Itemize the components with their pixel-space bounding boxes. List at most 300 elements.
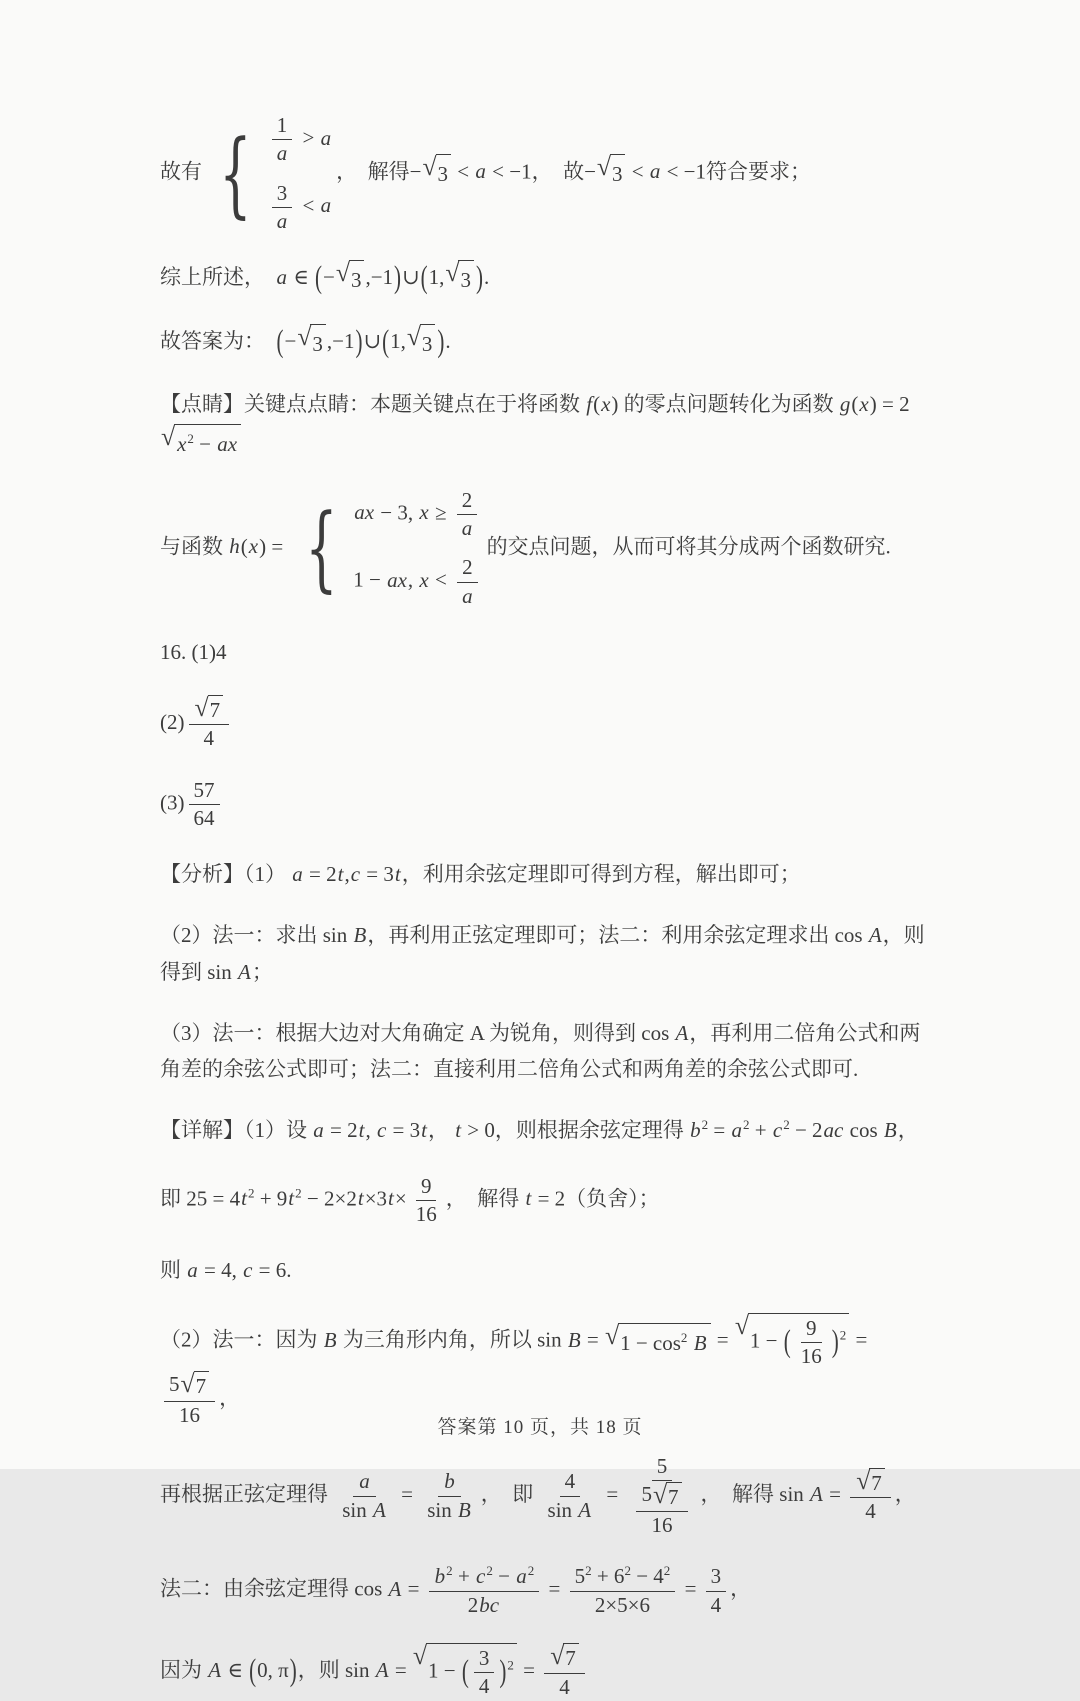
final-answer-line (160, 323, 930, 363)
math-text: ，利用余弦定理即可得到方程，解出即可； (401, 862, 801, 887)
radicand (349, 260, 365, 299)
math-var: A (868, 923, 882, 948)
math-fraction (456, 554, 479, 610)
math-var: A (375, 1657, 389, 1682)
fraction-numerator (652, 1453, 673, 1481)
math-text: 2 (507, 1657, 514, 1673)
fraction-denominator (463, 1592, 505, 1619)
fraction-numerator (189, 695, 230, 726)
key-point-note-line (160, 386, 930, 462)
math-text: 16 (179, 1402, 201, 1427)
math-superscript (664, 1563, 671, 1578)
math-text: = (708, 1118, 731, 1143)
math-text: 5 (656, 1453, 668, 1478)
math-fraction (636, 1481, 687, 1539)
math-text: = 2 (324, 1118, 358, 1143)
radical-sign: √ (734, 1311, 749, 1341)
math-text: 4 (478, 1674, 490, 1699)
math-fraction (411, 1173, 442, 1229)
math-text (687, 1331, 692, 1355)
math-text: 16 (651, 1512, 673, 1537)
math-var: t (337, 862, 344, 887)
math-text: 2 (680, 1329, 688, 1345)
math-text: 法二：由余弦定理得 cos (160, 1576, 388, 1601)
math-text: 3 (421, 331, 433, 356)
math-text: 57 (193, 777, 215, 802)
math-text: = 2 (303, 862, 337, 887)
math-var: A (208, 1657, 222, 1682)
math-text: （2）法一：因为 (160, 1327, 323, 1352)
math-var: B (883, 1118, 897, 1143)
math-text: 1, (390, 328, 406, 353)
math-text: 5 (641, 1482, 652, 1507)
math-sqrt (735, 1313, 849, 1371)
math-text: − (584, 159, 596, 184)
math-var: b (444, 1469, 455, 1494)
q16-answer-part3-line (160, 777, 930, 833)
analysis-part1-line (160, 856, 930, 893)
math-var: t (525, 1186, 532, 1211)
radical-sign: √ (161, 421, 176, 451)
fraction-denominator (706, 1592, 727, 1619)
math-big-paren: ) (831, 1322, 839, 1359)
math-text: 1 − (749, 1328, 783, 1353)
radical-sign: √ (180, 1369, 195, 1399)
fraction-denominator (456, 515, 479, 542)
math-var: c (243, 1258, 253, 1283)
radical-sign: √ (652, 1479, 668, 1509)
math-text: 2 (701, 1117, 709, 1133)
radicand (194, 1371, 210, 1400)
math-text: 4 (710, 1592, 722, 1617)
math-text: 2 (783, 1117, 790, 1133)
math-var: ax (387, 567, 407, 592)
part2-method2-sinA-line (160, 1643, 930, 1701)
hx-piecewise-definition-line (160, 487, 930, 610)
fraction-numerator (457, 554, 478, 582)
math-var: A (388, 1576, 402, 1601)
math-sqrt (413, 1643, 517, 1701)
radical-sign: √ (605, 1320, 620, 1350)
math-text: = (517, 1657, 541, 1682)
page-footer (0, 1412, 1080, 1439)
cases-row (267, 180, 332, 236)
math-var: x (419, 567, 429, 592)
math-text: 2 (624, 1563, 631, 1579)
fraction-denominator (647, 1512, 678, 1539)
math-text: 2 (461, 487, 473, 512)
math-text: 3 (611, 162, 623, 187)
math-var: ax (217, 431, 238, 456)
math-text: 16 (800, 1344, 822, 1369)
math-text: 2 (467, 1592, 479, 1617)
math-text: − (409, 159, 422, 184)
radicand (458, 260, 474, 299)
math-fraction (850, 1467, 891, 1525)
math-lines (160, 112, 930, 1701)
math-big-paren: ( (276, 322, 284, 359)
math-text: （3）法一：根据大边对大角确定 A 为锐角，则得到 cos (160, 1020, 675, 1045)
math-text: 3 (276, 180, 288, 205)
math-var: a (461, 515, 473, 540)
math-text: 再根据正弦定理得 (160, 1481, 334, 1506)
math-var: a (276, 208, 288, 233)
radicand (748, 1313, 849, 1371)
math-text: 7 (209, 698, 221, 723)
radical-sign: √ (412, 1641, 427, 1671)
math-text: ( (851, 392, 859, 417)
math-var: t (388, 1186, 394, 1211)
math-var: b (434, 1564, 446, 1589)
math-sqrt (605, 1320, 711, 1362)
math-text: ， 解得 sin (700, 1481, 810, 1506)
fraction-denominator (271, 208, 294, 235)
math-text: 4 (564, 1469, 576, 1494)
math-fraction (422, 1468, 477, 1524)
math-var: t (241, 1186, 247, 1211)
math-text: ( (240, 534, 248, 559)
math-text: . (445, 328, 451, 353)
math-text: 2 (446, 1563, 453, 1579)
math-fraction (570, 1563, 676, 1619)
math-text: ) 的零点问题转化为函数 (611, 392, 839, 417)
math-text: < (626, 159, 649, 184)
math-text: 2 (527, 1563, 535, 1579)
math-text: ,−1 (326, 328, 355, 353)
fraction-numerator (438, 1468, 461, 1496)
math-var: t (455, 1118, 462, 1143)
math-text: ， 解得 (336, 159, 410, 184)
math-fraction (189, 695, 230, 753)
radicand (310, 324, 326, 363)
math-big-paren: ) (355, 322, 363, 359)
math-text: （2）法一：求出 sin (160, 923, 353, 948)
analysis-part3-line (160, 1015, 930, 1089)
fraction-denominator (271, 140, 294, 167)
math-text: = (823, 1481, 847, 1506)
math-text: ≥ (429, 500, 452, 525)
math-text: − (323, 265, 335, 290)
math-big-paren: ) (475, 259, 483, 295)
math-text: 1 (276, 113, 288, 137)
math-text: 为三角形内角，所以 sin (337, 1327, 567, 1352)
radical-sign: √ (550, 1641, 565, 1671)
radicand (436, 154, 452, 193)
math-text: 7 (668, 1484, 679, 1509)
cases-row (353, 554, 482, 610)
math-var: a (359, 1469, 370, 1494)
math-text: − (492, 1564, 516, 1589)
math-sqrt (652, 1479, 682, 1511)
math-text: 1, (428, 265, 445, 290)
math-text: + 9 (254, 1186, 288, 1211)
math-text: 【详解】（1）设 (160, 1118, 313, 1143)
math-var: f (586, 392, 593, 417)
math-text: − 2 (789, 1118, 823, 1143)
math-big-paren: ) (499, 1652, 507, 1689)
math-text: 0, π (257, 1657, 289, 1682)
math-text: 1 − cos (620, 1330, 681, 1355)
math-text: 7 (195, 1374, 207, 1399)
math-text: 2 (839, 1327, 847, 1343)
math-var: a (649, 159, 661, 184)
math-text: 4 (559, 1674, 570, 1699)
math-text: 2 (663, 1563, 671, 1579)
math-text: ， (219, 1385, 241, 1410)
math-text: − (193, 431, 217, 456)
math-text: = (402, 1576, 425, 1601)
fraction-numerator (560, 1468, 581, 1496)
fraction-denominator (189, 805, 220, 832)
math-fraction (627, 1453, 696, 1539)
fraction-numerator (801, 1315, 822, 1343)
fraction-numerator (353, 1468, 376, 1496)
math-text: ×3 (364, 1186, 388, 1211)
math-fraction (474, 1645, 495, 1701)
math-var: a (292, 862, 303, 887)
math-text: × (394, 1186, 407, 1211)
fraction-denominator (474, 1673, 495, 1700)
math-var: B (353, 923, 367, 948)
fraction-numerator (850, 1467, 891, 1498)
math-text: 2 (743, 1117, 750, 1133)
math-var: a (313, 1118, 324, 1143)
math-big-paren: ) (289, 1651, 297, 1688)
math-text: ,−1 (365, 265, 394, 290)
radical-sign: √ (596, 152, 611, 182)
math-text: (2) (160, 709, 185, 734)
math-text: 7 (565, 1646, 576, 1671)
radical-sign: √ (297, 321, 312, 351)
math-fraction (429, 1563, 540, 1619)
math-var: t (357, 1186, 364, 1211)
math-text: = 6. (253, 1258, 292, 1283)
math-text: ，再利用二倍角公式和两角差的余弦公式即可；法二：直接利用二倍角公式和两角差的余弦公式即可. (160, 1020, 921, 1082)
math-text: = (679, 1576, 702, 1601)
math-var: a (731, 1118, 742, 1143)
math-var: a (475, 159, 486, 184)
math-text: 2 (247, 1185, 255, 1201)
math-var: a (462, 583, 473, 608)
fraction-denominator (456, 583, 479, 610)
summary-line (160, 259, 930, 299)
fraction-numerator (544, 1643, 585, 1674)
math-var: bc (479, 1592, 500, 1617)
math-sqrt (181, 1371, 210, 1400)
math-text: (3) (160, 790, 185, 815)
math-text: 2 (585, 1563, 592, 1579)
cases-row (267, 112, 332, 168)
math-sqrt (161, 421, 241, 463)
fraction-numerator (416, 1173, 437, 1201)
math-text: < (452, 159, 475, 184)
radical-sign: √ (194, 693, 209, 723)
math-big-paren: ( (420, 259, 428, 295)
math-text: 故答案为： (160, 328, 276, 353)
math-text: 综上所述， (160, 265, 276, 290)
math-text: 2 (462, 555, 473, 580)
math-var: B (323, 1327, 337, 1352)
math-text: ， (897, 1118, 919, 1143)
math-text: 【点睛】关键点点睛：本题关键点在于将函数 (160, 392, 586, 417)
math-text: 【分析】（1） (160, 862, 292, 887)
math-var: a (276, 265, 287, 290)
radicand (618, 1323, 710, 1362)
radicand (426, 1643, 517, 1701)
math-fraction (271, 112, 294, 168)
radicand (563, 1643, 579, 1672)
detail-result-line (160, 1252, 930, 1289)
math-text: = (850, 1327, 873, 1352)
q16-answer-part1-line (160, 634, 930, 671)
case-check-line (160, 112, 930, 235)
math-text: 9 (806, 1316, 817, 1341)
detail-solution-part1-line (160, 1112, 930, 1149)
radicand (610, 154, 626, 193)
math-text: ∈ (288, 265, 315, 290)
fraction-denominator (627, 1481, 696, 1539)
radicand (420, 324, 436, 363)
math-text: 64 (193, 805, 215, 830)
math-var: a (320, 193, 332, 218)
fraction-numerator (164, 1371, 215, 1402)
radical-sign: √ (856, 1465, 871, 1495)
math-text: 5 (574, 1564, 586, 1589)
math-var: c (376, 1118, 387, 1143)
math-var: t (358, 1118, 365, 1143)
fraction-denominator (543, 1497, 598, 1524)
math-text: 5 (169, 1371, 180, 1396)
math-text: 3 (437, 162, 449, 187)
math-var: A (675, 1020, 689, 1045)
radicand (208, 695, 224, 724)
fraction-denominator (590, 1592, 655, 1619)
math-text: = (395, 1481, 419, 1506)
math-var: A (238, 959, 251, 984)
math-var: ac (823, 1118, 844, 1143)
math-text: + 6 (591, 1564, 625, 1589)
radical-sign: √ (335, 258, 350, 287)
fraction-denominator (796, 1343, 827, 1370)
math-text: ∈ (222, 1657, 249, 1682)
math-text: ，则 sin (297, 1657, 375, 1682)
math-text: 4 (203, 726, 215, 751)
math-text: > (297, 125, 320, 150)
math-var: ax (354, 500, 375, 525)
math-big-paren: ( (783, 1322, 791, 1359)
math-text: 与函数 (160, 534, 229, 559)
math-fraction (544, 1643, 585, 1701)
fraction-denominator (337, 1497, 392, 1524)
fraction-numerator (457, 487, 478, 515)
math-var: x (419, 500, 429, 525)
math-text: 3 (312, 331, 323, 356)
math-sqrt (195, 695, 224, 724)
math-text: 9 (420, 1173, 432, 1198)
math-text: 4 (865, 1498, 876, 1523)
math-text: + (452, 1564, 476, 1589)
radicand (174, 424, 241, 463)
fraction-denominator (199, 725, 220, 752)
math-cases: { $\frac{1}{a}$ > a $\frac{3}{a}$ < a (206, 112, 332, 235)
math-text: ) = (259, 534, 289, 559)
math-var: x (601, 392, 611, 417)
math-text: 1 − (427, 1658, 461, 1683)
fraction-numerator (189, 777, 220, 805)
math-var: A (578, 1497, 592, 1522)
math-big-paren: ) (394, 259, 402, 295)
math-text: < (297, 193, 320, 218)
math-big-paren: ( (461, 1652, 469, 1689)
math-sqrt (406, 321, 436, 363)
math-text: , (344, 862, 350, 887)
math-text: ， 即 (480, 1481, 539, 1506)
math-text: ) = 2 (869, 392, 910, 417)
math-text: − (284, 328, 297, 353)
math-var: c (772, 1118, 783, 1143)
math-text: ，则得到 sin (160, 923, 925, 984)
math-var: t (421, 1118, 427, 1143)
math-text: = 3 (387, 1118, 421, 1143)
math-var: a (320, 125, 332, 150)
math-var: c (350, 862, 361, 887)
math-big-paren: ( (249, 1651, 257, 1688)
math-text: ， (894, 1481, 916, 1506)
math-text: = 2（负舍）； (532, 1186, 660, 1211)
math-superscript (507, 1658, 514, 1673)
math-text: < −1， 故 (486, 159, 585, 184)
math-var: B (457, 1497, 471, 1522)
math-text: ∪ (363, 328, 382, 353)
q16-answer-part2-line (160, 695, 930, 753)
fraction-numerator (272, 112, 293, 140)
math-text: = (389, 1657, 412, 1682)
math-var: x (248, 534, 259, 559)
math-text: , (365, 1118, 376, 1143)
math-text: 2 (295, 1185, 302, 1201)
math-text: ( (593, 392, 601, 417)
math-sqrt (336, 260, 365, 299)
math-text: ； (251, 959, 273, 984)
radicand (666, 1482, 682, 1511)
math-text: < (429, 567, 453, 592)
math-big-paren: ( (315, 259, 323, 295)
math-fraction (706, 1563, 727, 1619)
math-text: sin (547, 1497, 578, 1522)
fraction-numerator (429, 1563, 540, 1591)
math-var: x (177, 431, 187, 456)
radical-sign: √ (422, 152, 437, 182)
math-sqrt (550, 1643, 579, 1672)
part2-method1-sine-rule-line (160, 1453, 930, 1539)
math-text: 3 (350, 268, 362, 292)
math-var: B (567, 1327, 581, 1352)
math-var: g (839, 392, 851, 417)
fraction-denominator (422, 1497, 477, 1524)
math-superscript (840, 1328, 847, 1343)
math-var: t (394, 862, 401, 887)
math-sqrt (422, 154, 451, 193)
math-text: − 4 (630, 1564, 664, 1589)
math-text: < −1符合要求； (661, 159, 812, 184)
math-var: a (516, 1564, 527, 1589)
math-fraction (796, 1315, 827, 1371)
math-text: 因为 (160, 1657, 208, 1682)
math-big-paren: ) (437, 322, 445, 359)
math-var: t (288, 1186, 295, 1211)
fraction-numerator (636, 1481, 687, 1512)
math-text: 的交点问题，从而可将其分成两个函数研究. (486, 534, 891, 559)
